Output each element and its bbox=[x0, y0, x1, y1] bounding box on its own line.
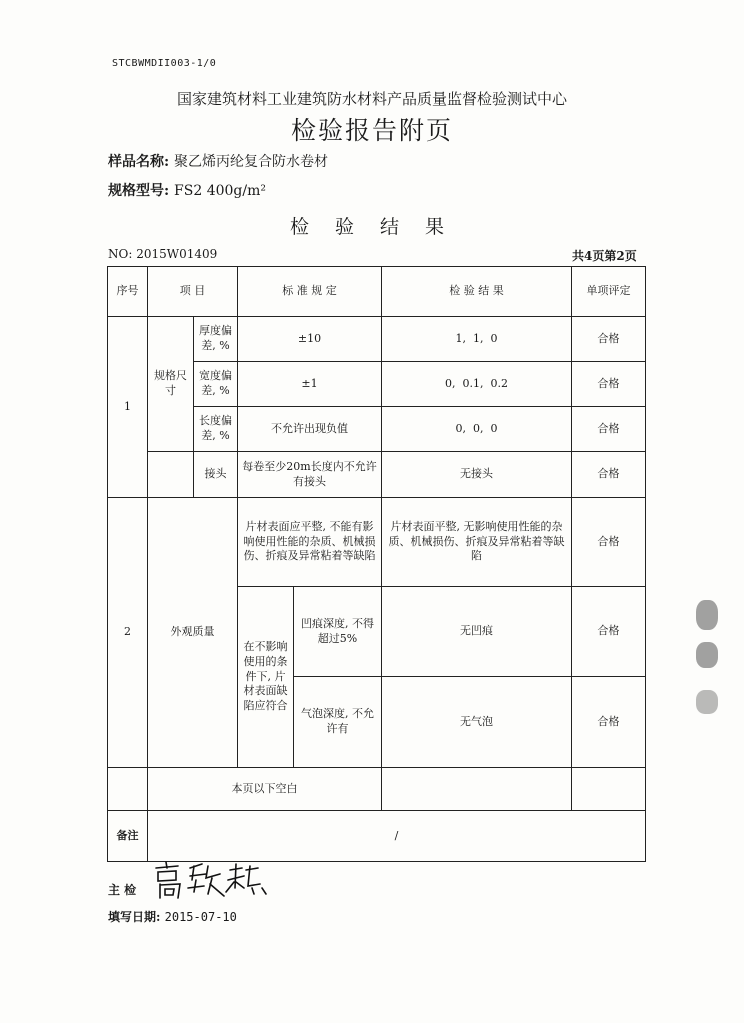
row1-sub-verdict: 合格 bbox=[572, 407, 646, 452]
remarks-row bbox=[108, 811, 646, 862]
sample-name-line bbox=[108, 151, 328, 171]
row2-result-b: 无凹痕 bbox=[382, 587, 572, 677]
row1-sub-verdict: 合格 bbox=[572, 362, 646, 407]
row1-sub-standard: ±10 bbox=[238, 317, 382, 362]
row2-standard-b: 凹痕深度, 不得超过5% bbox=[294, 587, 382, 677]
inspector-signature bbox=[150, 858, 270, 902]
row2-standard-a: 片材表面应平整, 不能有影响使用性能的杂质、机械损伤、折痕及异常粘着等缺陷 bbox=[238, 498, 382, 587]
results-title: 检 验 结 果 bbox=[289, 216, 455, 238]
table-row bbox=[108, 317, 646, 362]
doc-code: STCBWMDII003-1/0 bbox=[112, 58, 217, 69]
blank-note: 本页以下空白 bbox=[148, 768, 382, 811]
row1-sub-standard: 不允许出现负值 bbox=[238, 407, 382, 452]
page-title: 检验报告附页 bbox=[290, 116, 453, 145]
sample-name-label: 样品名称: bbox=[108, 154, 170, 170]
row1-joint-blank bbox=[148, 452, 194, 498]
table-row bbox=[108, 498, 646, 587]
scan-artifact bbox=[696, 600, 718, 630]
row1-sub-result: 0, 0, 0 bbox=[382, 407, 572, 452]
row1-seq: 1 bbox=[108, 317, 148, 498]
row2-item: 外观质量 bbox=[148, 498, 238, 768]
row1-sub-verdict: 合格 bbox=[572, 317, 646, 362]
row1-group: 规格尺寸 bbox=[148, 317, 194, 452]
fill-date-value: 2015-07-10 bbox=[164, 910, 237, 924]
row1-sub-result: 0, 0.1, 0.2 bbox=[382, 362, 572, 407]
row1-sub-name: 长度偏差, % bbox=[194, 407, 238, 452]
sample-spec-line bbox=[108, 180, 266, 200]
fill-date-label: 填写日期: bbox=[108, 910, 161, 924]
blank-cell bbox=[382, 768, 572, 811]
row1-sub-result: 1, 1, 0 bbox=[382, 317, 572, 362]
row2-verdict-c: 合格 bbox=[572, 677, 646, 768]
table-row bbox=[108, 768, 646, 811]
header-standard: 标 准 规 定 bbox=[238, 267, 382, 317]
row1-sub-name: 接头 bbox=[194, 452, 238, 498]
report-number: NO: 2015W01409 bbox=[108, 247, 218, 261]
sample-spec-label: 规格型号: bbox=[108, 183, 170, 199]
sample-name-value: 聚乙烯丙纶复合防水卷材 bbox=[174, 154, 329, 170]
table-header-row bbox=[108, 267, 646, 317]
row2-verdict-b: 合格 bbox=[572, 587, 646, 677]
organization-name: 国家建筑材料工业建筑防水材料产品质量监督检验测试中心 bbox=[176, 90, 567, 108]
row2-result-a: 片材表面平整, 无影响使用性能的杂质、机械损伤、折痕及异常粘着等缺陷 bbox=[382, 498, 572, 587]
fill-date-line bbox=[108, 908, 237, 925]
results-table bbox=[107, 266, 646, 862]
row2-result-c: 无气泡 bbox=[382, 677, 572, 768]
scan-artifact bbox=[696, 690, 718, 714]
row1-sub-name: 宽度偏差, % bbox=[194, 362, 238, 407]
scan-artifact bbox=[696, 642, 718, 668]
blank-cell bbox=[572, 768, 646, 811]
row1-sub-verdict: 合格 bbox=[572, 452, 646, 498]
row1-sub-standard: 每卷至少20m长度内不允许有接头 bbox=[238, 452, 382, 498]
sample-spec-value: FS2 400g/m² bbox=[174, 183, 266, 199]
row1-sub-result: 无接头 bbox=[382, 452, 572, 498]
row1-sub-standard: ±1 bbox=[238, 362, 382, 407]
row2-seq: 2 bbox=[108, 498, 148, 768]
row2-condition: 在不影响使用的条件下, 片材表面缺陷应符合 bbox=[238, 587, 294, 768]
header-item: 项 目 bbox=[148, 267, 238, 317]
page-info: 共4页第2页 bbox=[572, 249, 637, 263]
header-result: 检 验 结 果 bbox=[382, 267, 572, 317]
row2-verdict-a: 合格 bbox=[572, 498, 646, 587]
row1-sub-name: 厚度偏差, % bbox=[194, 317, 238, 362]
header-verdict: 单项评定 bbox=[572, 267, 646, 317]
row2-standard-c: 气泡深度, 不允许有 bbox=[294, 677, 382, 768]
header-seq: 序号 bbox=[108, 267, 148, 317]
table-row bbox=[108, 452, 646, 498]
remarks-value: / bbox=[148, 811, 646, 862]
inspector-label: 主 检 bbox=[108, 883, 137, 897]
blank-cell bbox=[108, 768, 148, 811]
remarks-label: 备注 bbox=[108, 811, 148, 862]
